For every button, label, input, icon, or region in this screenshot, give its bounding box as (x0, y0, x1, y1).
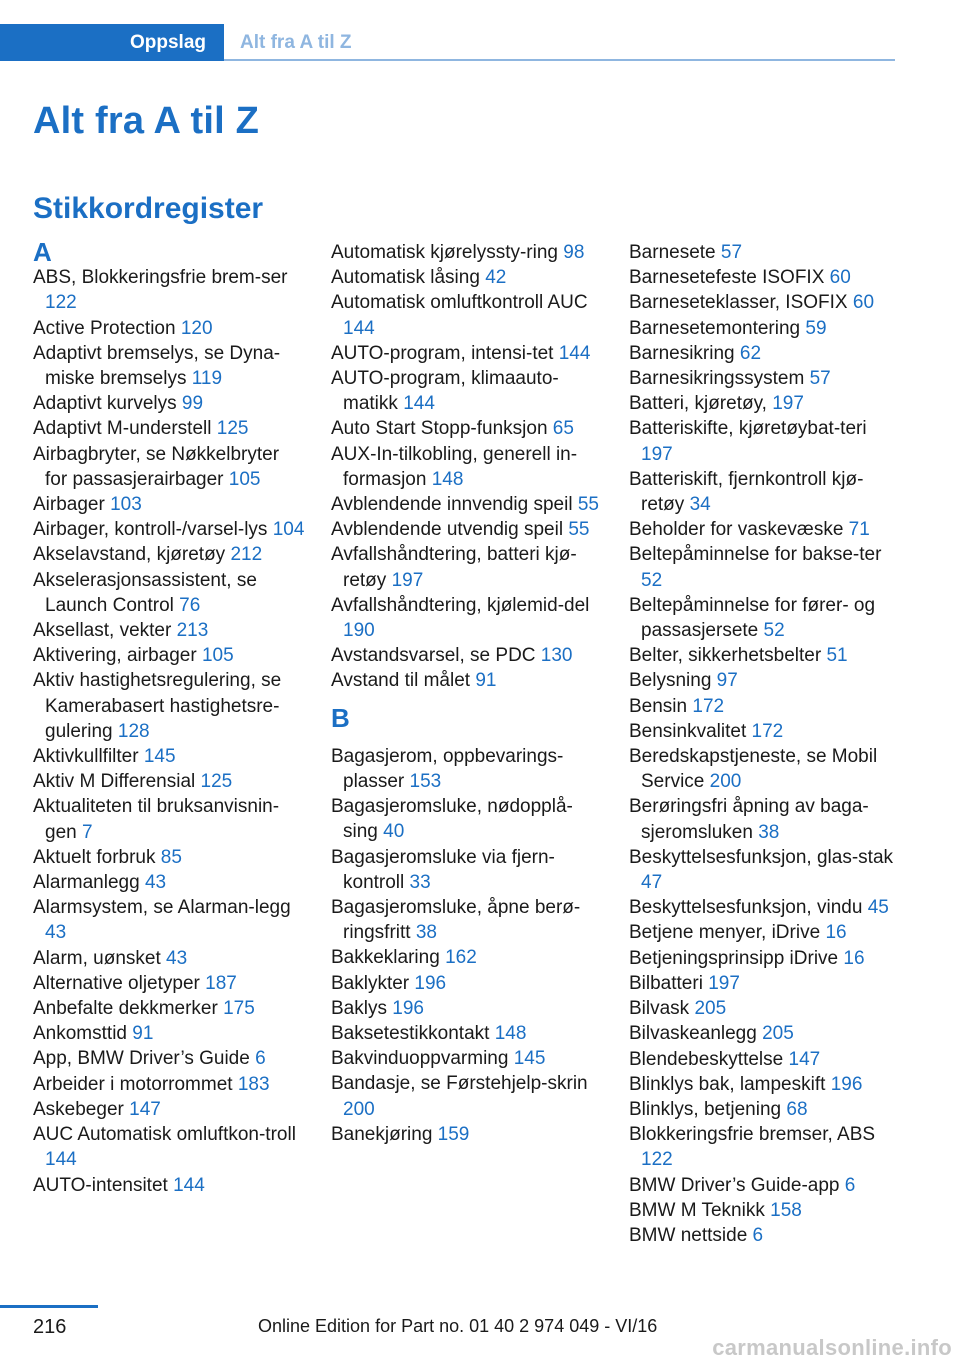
index-entry (33, 643, 305, 668)
index-entry (33, 1173, 305, 1198)
index-entry (629, 542, 897, 592)
index-entry (33, 946, 305, 971)
index-entry (33, 996, 305, 1021)
index-page-link[interactable]: 197 (772, 393, 804, 415)
index-entry-text: Baksetestikkontakt (331, 1023, 490, 1045)
index-page-link[interactable]: 196 (392, 997, 424, 1019)
index-page-link[interactable]: 62 (739, 342, 762, 364)
index-entry-text: Adaptivt M-understell (33, 418, 212, 440)
index-letter-a: A (33, 237, 52, 267)
index-entry-text: Bakkeklaring (331, 947, 440, 969)
index-entry-text: Bensin (629, 695, 688, 717)
index-page-link[interactable]: 6 (844, 1174, 856, 1196)
index-entry (331, 416, 603, 441)
index-entry-text: Bensinkvalitet (629, 720, 747, 742)
index-entry-text: BMW Driver’s Guide-app (629, 1174, 840, 1196)
index-entry-text: Batteri, kjøretøy, (629, 393, 767, 415)
index-entry-text: Aktivering, airbager (33, 645, 197, 667)
index-entry (629, 517, 897, 542)
index-entry-text: Bilvaskeanlegg (629, 1023, 757, 1045)
page-number: 216 (33, 1316, 67, 1338)
index-entry (331, 1021, 603, 1046)
index-entry-text: Airbager (33, 494, 105, 516)
index-entry (331, 668, 603, 693)
section-title: Stikkordregister (33, 192, 264, 225)
index-page-link[interactable]: 197 (641, 443, 673, 465)
index-page-link[interactable]: 212 (230, 544, 263, 566)
index-entry (629, 1021, 897, 1046)
index-page-link[interactable]: 57 (809, 368, 831, 390)
index-entry-text: Banekjøring (331, 1123, 433, 1145)
index-page-link[interactable]: 91 (475, 670, 497, 692)
index-entry-text: Alarm, uønsket (33, 947, 161, 969)
index-entry-text: AUC Automatisk omluftkon‐troll (33, 1124, 296, 1146)
index-page-link[interactable]: 7 (81, 821, 93, 843)
index-page-link[interactable]: 42 (485, 267, 507, 289)
index-entry (331, 542, 603, 592)
index-page-link[interactable]: 103 (110, 494, 142, 516)
index-page-link[interactable]: 196 (830, 1073, 863, 1095)
index-entry-text: ABS, Blokkeringsfrie brem‐ser (33, 267, 288, 289)
index-entry (629, 341, 897, 366)
index-entry (629, 895, 897, 920)
index-entry-text: Anbefalte dekkmerker (33, 998, 218, 1020)
index-page-link[interactable]: 16 (825, 922, 847, 944)
index-entry (33, 794, 305, 844)
index-entry (629, 694, 897, 719)
index-entry-text: AUTO-program, intensi‐tet (331, 342, 554, 364)
index-entry (629, 794, 897, 844)
index-entry-text: Batteriskift, fjernkontroll kjø‐retøy (629, 468, 864, 516)
index-entry (629, 1198, 897, 1223)
index-page-link[interactable]: 145 (143, 746, 176, 768)
index-page-link[interactable]: 144 (403, 393, 435, 415)
index-entry (33, 971, 305, 996)
page-header (0, 24, 895, 62)
index-page-link[interactable]: 76 (179, 594, 201, 616)
index-entry-text: Barnesikringssystem (629, 368, 805, 390)
index-page-link[interactable]: 43 (166, 947, 188, 969)
index-page-link[interactable]: 6 (255, 1048, 266, 1070)
index-entry-text: BMW nettside (629, 1224, 748, 1246)
index-column-2 (331, 240, 603, 1147)
index-page-link[interactable]: 6 (752, 1224, 764, 1246)
index-entry (331, 643, 603, 668)
index-entry-text: Bagasjerom, oppbevarings‐plasser (331, 745, 564, 793)
index-entry (331, 517, 603, 542)
index-entry-text: Avstandsvarsel, se PDC (331, 645, 536, 667)
index-entry-text: Aksellast, vekter (33, 620, 172, 642)
index-entry-text: Alternative oljetyper (33, 972, 200, 994)
index-entry (331, 442, 603, 492)
index-entry (33, 1097, 305, 1122)
index-page-link[interactable]: 144 (558, 342, 591, 364)
index-entry (629, 971, 897, 996)
index-entry (33, 341, 305, 391)
index-entry-text: Bakvinduoppvarming (331, 1048, 509, 1070)
index-entry (629, 668, 897, 693)
index-entry-text: Barnesete (629, 242, 716, 263)
index-entry (629, 719, 897, 744)
index-entry-text: Airbager, kontroll-/varsel‐lys (33, 519, 268, 541)
index-page-link[interactable]: 122 (641, 1149, 673, 1171)
index-entry (33, 870, 305, 895)
index-entry-text: Aktivkullfilter (33, 746, 139, 768)
index-entry (331, 265, 603, 290)
index-entry (331, 971, 603, 996)
index-entry-text: Barnesikring (629, 342, 735, 364)
index-entry-text: Avstand til målet (331, 670, 471, 692)
index-page-link[interactable]: 38 (415, 922, 437, 944)
index-page-link[interactable]: 40 (383, 821, 405, 843)
index-page-link[interactable]: 162 (445, 947, 477, 969)
index-entry (33, 668, 305, 744)
index-entry (629, 1072, 897, 1097)
index-entry (331, 945, 603, 970)
index-entry (331, 492, 603, 517)
index-entry (629, 240, 897, 265)
index-entry-text: Beholder for vaskevæske (629, 519, 844, 541)
index-page-link[interactable]: 47 (641, 872, 663, 894)
index-entry (331, 240, 603, 265)
index-entry (629, 1122, 897, 1172)
index-entry-text: Bagasjeromsluke via fjern‐kontroll (331, 846, 555, 893)
index-entry-text: Barnesetemontering (629, 317, 801, 339)
index-entry (33, 1122, 305, 1172)
index-entry (331, 593, 603, 643)
index-entry (629, 744, 897, 794)
index-page-link[interactable]: 145 (513, 1048, 546, 1070)
index-entry-text: Blinklys bak, lampeskift (629, 1073, 826, 1095)
index-entry (33, 416, 305, 441)
index-page-link[interactable]: 158 (770, 1199, 802, 1221)
index-page-link[interactable]: 187 (205, 972, 237, 994)
index-page-link[interactable]: 45 (867, 897, 889, 919)
index-entry-text: Auto Start Stopp-funksjon (331, 418, 548, 440)
index-page-link[interactable]: 205 (762, 1023, 794, 1045)
index-entry-text: Baklykter (331, 972, 410, 994)
index-entry (33, 568, 305, 618)
index-page-link[interactable]: 200 (343, 1098, 375, 1120)
index-entry (331, 996, 603, 1021)
index-entry (629, 1173, 897, 1198)
index-page-link[interactable]: 85 (160, 846, 182, 868)
index-entry (629, 290, 897, 315)
index-entry-text: Blendebeskyttelse (629, 1048, 784, 1070)
index-page-link[interactable]: 130 (540, 645, 573, 667)
page-title: Alt fra A til Z (33, 100, 260, 142)
index-entry (33, 492, 305, 517)
index-page-link[interactable]: 34 (689, 494, 711, 516)
index-page-link[interactable]: 65 (552, 418, 574, 440)
index-entry-text: Ankomsttid (33, 1023, 127, 1045)
index-page-link[interactable]: 148 (494, 1023, 527, 1045)
index-entry-text: Aktiv M Differensial (33, 771, 196, 793)
index-entry (33, 895, 305, 945)
index-entry (33, 1072, 305, 1097)
index-entry (629, 265, 897, 290)
index-entry-text: Barneseteklasser, ISOFIX (629, 292, 848, 314)
index-entry (629, 996, 897, 1021)
index-entry (629, 946, 897, 971)
index-page-link[interactable]: 125 (200, 771, 233, 793)
index-page-link[interactable]: 147 (129, 1098, 161, 1120)
index-entry-text: Betjeningsprinsipp iDrive (629, 947, 839, 969)
index-entry (33, 316, 305, 341)
index-page-link[interactable]: 55 (568, 519, 590, 541)
index-entry-text: Aktuelt forbruk (33, 846, 156, 868)
index-page-link[interactable]: 200 (709, 771, 742, 793)
index-page-link[interactable]: 57 (720, 242, 743, 263)
index-page-link[interactable]: 52 (641, 569, 663, 591)
index-entry (33, 265, 305, 315)
index-entry-text: Adaptivt bremselys, se Dyna‐miske bremselys (33, 342, 281, 389)
index-page-link[interactable]: 144 (173, 1174, 205, 1196)
index-entry (331, 1046, 603, 1071)
index-entry (629, 1097, 897, 1122)
index-entry-text: Blinklys, betjening (629, 1098, 782, 1120)
index-entry (331, 895, 603, 945)
index-entry-text: Avblendende utvendig speil (331, 519, 564, 541)
index-entry-text: Akselerasjonsassistent, se Launch Control (33, 569, 257, 616)
index-entry (629, 316, 897, 341)
index-entry-text: Active Protection (33, 317, 176, 339)
index-entry-text: App, BMW Driver’s Guide (33, 1048, 250, 1070)
index-entry-text: Arbeider i motorrommet (33, 1073, 233, 1095)
index-entry (629, 593, 897, 643)
index-entry-text: Adaptivt kurvelys (33, 393, 177, 415)
index-entry (629, 1223, 897, 1248)
index-page-link[interactable]: 97 (716, 670, 738, 692)
index-page-link[interactable]: 153 (409, 771, 442, 793)
index-entry-text: Alarmanlegg (33, 872, 140, 894)
index-entry (331, 794, 603, 844)
index-entry (629, 845, 897, 895)
index-entry (629, 643, 897, 668)
index-entry-text: Blokkeringsfrie bremser, ABS (629, 1124, 876, 1146)
index-entry-text: BMW M Teknikk (629, 1199, 765, 1221)
index-entry-text: Alarmsystem, se Alarman‐legg (33, 897, 291, 919)
index-page-link[interactable]: 104 (272, 519, 305, 541)
index-page-link[interactable]: 197 (391, 569, 424, 591)
index-page-link[interactable]: 60 (852, 292, 875, 314)
header-rule (224, 59, 895, 61)
index-entry (331, 366, 603, 416)
index-entry (33, 442, 305, 492)
index-entry (33, 845, 305, 870)
index-entry (33, 744, 305, 769)
index-page-link[interactable]: 51 (826, 645, 848, 667)
index-page-link[interactable]: 159 (437, 1123, 470, 1145)
index-entry-text: Bagasjeromsluke, åpne berø‐ringsfritt (331, 897, 581, 944)
index-page-link[interactable]: 33 (409, 871, 431, 893)
index-entry (629, 366, 897, 391)
index-entry (33, 618, 305, 643)
index-page-link[interactable]: 144 (343, 317, 375, 339)
index-page-link[interactable]: 190 (343, 620, 375, 642)
index-entry (629, 920, 897, 945)
index-column-1 (33, 237, 305, 1198)
index-entry (331, 290, 603, 340)
index-entry-text: Avfallshåndtering, kjølemid‐del (331, 594, 590, 616)
index-entry-text: Beredskapstjeneste, se Mobil Service (629, 746, 878, 793)
index-entry (331, 1071, 603, 1121)
index-entry-text: Automatisk låsing (331, 267, 480, 289)
index-entry (33, 1046, 305, 1071)
index-entry-text: Beltepåminnelse for bakse‐ter (629, 544, 882, 566)
index-page-link[interactable]: 172 (751, 720, 784, 742)
index-page-link[interactable]: 183 (237, 1073, 270, 1095)
index-entry (331, 1122, 603, 1147)
index-column-3 (629, 240, 897, 1248)
index-entry-text: Betjene menyer, iDrive (629, 922, 821, 944)
index-entry-text: Bilvask (629, 998, 690, 1020)
index-entry-text: Bandasje, se Førstehjelp‐skrin (331, 1073, 588, 1095)
index-entry (629, 391, 897, 416)
index-page-link[interactable]: 43 (144, 872, 167, 894)
index-entry-text: Belter, sikkerhetsbelter (629, 645, 822, 667)
edition-note: Online Edition for Part no. 01 40 2 974 049 - VI/16 (258, 1316, 658, 1336)
index-page-link[interactable]: 172 (692, 695, 725, 717)
index-page-link[interactable]: 205 (694, 998, 727, 1020)
footer-rule (0, 1305, 98, 1308)
index-letter-b: B (331, 702, 350, 733)
index-entry-text: Avblendende innvendig speil (331, 494, 573, 516)
index-entry-text: Bilbatteri (629, 972, 703, 994)
index-page-link[interactable]: 120 (180, 317, 213, 339)
index-entry-text: AUX-In-tilkobling, generell in‐formasjon (331, 443, 578, 490)
index-entry-text: Beltepåminnelse for fører- og passasjersete (629, 594, 876, 642)
index-entry-text: Aktiv hastighetsregulering, se Kamerabasert hastighetsre‐gulering (33, 670, 282, 742)
index-entry (629, 1047, 897, 1072)
index-page-link[interactable]: 122 (45, 292, 77, 314)
index-page-link[interactable]: 55 (577, 494, 599, 516)
index-entry-text: Barnesetefeste ISOFIX (629, 267, 825, 289)
header-tab-oppslag: Oppslag (0, 24, 224, 61)
index-entry-text: Beskyttelsesfunksjon, glas‐stak (629, 846, 894, 868)
index-page-link[interactable]: 144 (45, 1149, 77, 1171)
index-entry (33, 769, 305, 794)
index-entry-text: Askebeger (33, 1098, 124, 1120)
index-entry (629, 416, 897, 466)
index-page-link[interactable]: 147 (788, 1048, 821, 1070)
index-entry-text: Bagasjeromsluke, nødopplå‐sing (331, 796, 573, 843)
index-page-link[interactable]: 98 (563, 242, 585, 263)
index-entry-text: Airbagbryter, se Nøkkelbryter for passasjerairbager (33, 443, 280, 490)
index-entry-text: AUTO-intensitet (33, 1174, 168, 1196)
index-entry-text: Akselavstand, kjøretøy (33, 544, 226, 566)
index-page-link[interactable]: 105 (201, 645, 234, 667)
index-entry-text: AUTO-program, klimaauto‐matikk (331, 368, 559, 415)
index-page-link[interactable]: 128 (117, 720, 150, 742)
index-page-link[interactable]: 68 (786, 1098, 808, 1120)
index-page-link[interactable]: 105 (228, 468, 261, 490)
header-tab-chapter: Alt fra A til Z (240, 31, 352, 53)
index-entry-text: Automatisk omluftkontroll AUC (331, 292, 588, 314)
index-entry (33, 517, 305, 542)
index-page-link[interactable]: 60 (829, 267, 851, 289)
index-page-link[interactable]: 148 (431, 468, 464, 490)
index-entry-text: Batteriskifte, kjøretøybat‐teri (629, 418, 867, 440)
index-page-link[interactable]: 43 (45, 922, 67, 944)
index-entry (331, 341, 603, 366)
index-page-link[interactable]: 91 (132, 1023, 154, 1045)
index-entry (33, 391, 305, 416)
index-entry-text: Avfallshåndtering, batteri kjø‐retøy (331, 544, 577, 591)
index-page-link[interactable]: 196 (414, 972, 447, 994)
index-entry-text: Belysning (629, 670, 712, 692)
index-page-link[interactable]: 16 (843, 947, 865, 969)
index-entry-text: Baklys (331, 997, 387, 1019)
index-page-link[interactable]: 52 (763, 620, 785, 642)
index-entry-text: Aktualiteten til bruksanvisnin‐gen (33, 796, 280, 843)
index-entry-text: Beskyttelsesfunksjon, vindu (629, 897, 863, 919)
index-entry (331, 744, 603, 794)
index-page-link[interactable]: 213 (176, 620, 209, 642)
watermark: carmanualsonline.info (712, 1335, 952, 1360)
index-page-link[interactable]: 175 (223, 998, 255, 1020)
index-page-link[interactable]: 197 (708, 972, 740, 994)
index-page-link[interactable]: 99 (181, 393, 204, 415)
index-entry-text: Berøringsfri åpning av baga‐sjeromsluken (629, 796, 869, 843)
index-page-link[interactable]: 38 (758, 821, 780, 843)
index-page-link[interactable]: 59 (805, 317, 827, 339)
index-page-link[interactable]: 71 (848, 519, 870, 541)
index-entry-text: Automatisk kjørelyssty‐ring (331, 242, 558, 263)
index-page-link[interactable]: 119 (191, 368, 223, 389)
index-entry (331, 845, 603, 895)
index-page-link[interactable]: 125 (216, 418, 249, 440)
index-entry (629, 467, 897, 517)
index-entry (33, 1021, 305, 1046)
index-entry (33, 542, 305, 567)
